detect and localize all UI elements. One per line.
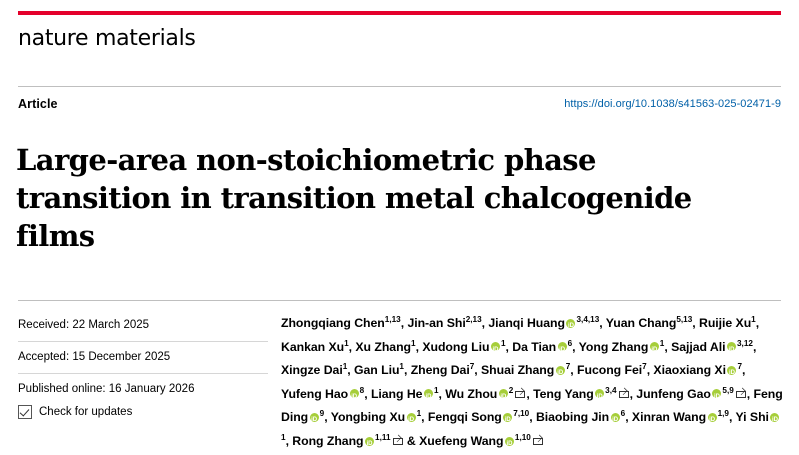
author-affiliation-marker: 1: [433, 385, 439, 395]
header-divider: [18, 86, 781, 87]
author-name: Da Tian: [512, 339, 557, 354]
author-affiliation-marker: 5,9: [722, 385, 734, 395]
author-affiliation-marker: 7: [565, 362, 571, 372]
author-name: Jin-an Shi: [407, 316, 466, 331]
author-affiliation-marker: 1: [659, 338, 665, 348]
author-affiliation-marker: 1: [751, 315, 756, 324]
author-affiliation-marker: 2: [508, 385, 514, 395]
author-affiliation-marker: 7: [737, 362, 743, 372]
author-affiliation-marker: 1: [344, 338, 349, 348]
author-separator: ,: [526, 386, 534, 401]
author-name: Xu Zhang: [355, 339, 412, 354]
envelope-icon[interactable]: [515, 391, 525, 398]
author-separator: ,: [347, 363, 354, 378]
author-name: Junfeng Gao: [636, 386, 711, 401]
author-affiliation-marker: 5,13: [676, 315, 693, 324]
author-affiliation-marker: 7,10: [513, 409, 530, 419]
author-name: Rong Zhang: [292, 434, 364, 449]
author-separator: ,: [599, 316, 606, 331]
orcid-icon[interactable]: [727, 342, 736, 351]
author-separator: ,: [570, 363, 578, 378]
author-affiliation-marker: 1: [342, 362, 348, 372]
author-separator: ,: [625, 410, 632, 425]
author-entry: [422, 340, 512, 354]
author-entry: [445, 387, 533, 401]
check-for-updates-label: Check for updates: [39, 406, 133, 418]
author-entry: [281, 387, 371, 401]
envelope-icon[interactable]: [619, 391, 629, 398]
meta-divider-2: [18, 373, 268, 374]
author-affiliation-marker: 9: [319, 409, 325, 419]
author-separator: ,: [400, 316, 408, 331]
author-entry: [355, 340, 422, 354]
author-entry: [281, 363, 354, 377]
author-name: Xuefeng Wang: [419, 434, 504, 449]
author-name: Feng Ding: [281, 386, 783, 425]
author-affiliation-marker: 1,13: [384, 315, 401, 324]
accepted-date: Accepted: 15 December 2025: [18, 351, 171, 363]
author-name: Zheng Dai: [410, 363, 470, 378]
author-entry: [636, 387, 753, 401]
author-separator: ,: [364, 386, 371, 401]
author-separator: ,: [481, 316, 489, 331]
author-entry: [653, 363, 745, 377]
author-list: [281, 310, 783, 452]
orcid-icon[interactable]: [727, 366, 736, 375]
published-date: Published online: 16 January 2026: [18, 383, 195, 395]
orcid-icon[interactable]: [712, 389, 721, 398]
author-separator: ,: [403, 363, 411, 378]
author-name: Biaobing Jin: [535, 410, 610, 425]
author-separator: ,: [755, 316, 760, 331]
author-entry: [606, 316, 699, 330]
author-separator: ,: [285, 434, 293, 449]
author-entry: [281, 316, 407, 330]
author-affiliation-marker: 1,11: [375, 432, 391, 442]
envelope-icon[interactable]: [533, 438, 543, 445]
author-separator: ,: [505, 339, 513, 354]
author-affiliation-marker: 3,12: [737, 338, 753, 348]
author-entry: [481, 363, 577, 377]
author-separator: ,: [529, 410, 536, 425]
author-separator: ,: [752, 339, 757, 354]
author-separator: ,: [728, 410, 736, 425]
author-name: Gan Liu: [353, 363, 400, 378]
author-separator: ,: [746, 386, 754, 401]
author-entry: [536, 410, 632, 424]
author-name: Fengqi Song: [427, 410, 502, 425]
author-separator: ,: [324, 410, 331, 425]
publication-dates: [18, 312, 268, 402]
author-entry: [428, 410, 536, 424]
author-affiliation-marker: 1,10: [514, 432, 531, 442]
author-entry: [292, 434, 419, 448]
orcid-icon[interactable]: [499, 389, 508, 398]
author-name: Xiaoxiang Xi: [653, 363, 726, 378]
author-separator: ,: [742, 363, 746, 378]
author-affiliation-marker: 8: [359, 385, 365, 395]
author-affiliation-marker: 3,4: [605, 385, 617, 395]
orcid-icon[interactable]: [505, 437, 514, 446]
author-affiliation-marker: 1: [399, 362, 404, 372]
envelope-icon[interactable]: [393, 438, 403, 445]
author-name: Jianqi Huang: [488, 316, 565, 331]
author-name: Yong Zhang: [578, 339, 649, 354]
author-entry: [488, 316, 605, 330]
orcid-icon[interactable]: [424, 389, 433, 398]
author-name: Shuai Zhang: [481, 363, 555, 378]
author-entry: [632, 410, 736, 424]
author-affiliation-marker: 1: [500, 338, 506, 348]
author-separator: ,: [474, 363, 481, 378]
orcid-icon[interactable]: [708, 413, 717, 422]
author-entry: [577, 363, 653, 377]
author-affiliation-marker: 1: [411, 338, 416, 348]
orcid-icon[interactable]: [611, 413, 620, 422]
author-affiliation-marker: 7: [642, 362, 647, 372]
author-entry: [331, 410, 428, 424]
author-affiliation-marker: 1: [281, 432, 286, 442]
title-divider: [18, 300, 781, 301]
check-for-updates-button[interactable]: [18, 405, 132, 419]
author-name: Xingze Dai: [281, 363, 343, 378]
journal-name: nature materials: [18, 26, 196, 51]
author-name: Yuan Chang: [605, 316, 677, 331]
author-affiliation-marker: 3,4,13: [576, 315, 600, 324]
author-entry: [371, 387, 445, 401]
orcid-icon[interactable]: [365, 437, 374, 446]
author-affiliation-marker: 7: [469, 362, 475, 372]
envelope-icon[interactable]: [736, 391, 746, 398]
author-entry: [671, 340, 756, 354]
author-separator: ,: [348, 339, 356, 354]
author-name: Yongbing Xu: [330, 410, 406, 425]
author-separator: ,: [438, 386, 446, 401]
orcid-icon[interactable]: [566, 319, 575, 328]
orcid-icon[interactable]: [350, 389, 359, 398]
author-separator: ,: [415, 339, 423, 354]
author-name: Xudong Liu: [422, 339, 490, 354]
author-entry: [354, 363, 411, 377]
orcid-icon[interactable]: [310, 413, 319, 422]
author-entry: [699, 316, 759, 330]
article-type-label: Article: [18, 97, 58, 111]
orcid-icon[interactable]: [650, 342, 659, 351]
author-name: Yi Shi: [735, 410, 769, 425]
author-separator: ,: [664, 339, 672, 354]
page-title: Large-area non-stoichiometric phase transition in transition metal chalcogenide films: [16, 143, 692, 254]
author-affiliation-marker: 6: [567, 338, 573, 348]
author-affiliation-marker: 1,9: [717, 409, 729, 419]
meta-divider-1: [18, 341, 268, 342]
author-name: Liang He: [370, 386, 423, 401]
author-name: Teng Yang: [533, 386, 594, 401]
checkbox-check-icon: [18, 405, 32, 419]
author-name: Kankan Xu: [281, 339, 345, 354]
brand-rule: [18, 11, 781, 15]
author-name: Fucong Fei: [577, 363, 643, 378]
orcid-icon[interactable]: [595, 389, 604, 398]
orcid-icon[interactable]: [407, 413, 416, 422]
author-entry: [512, 340, 578, 354]
author-separator: ,: [421, 410, 428, 425]
author-separator: ,: [646, 363, 654, 378]
author-entry: [579, 340, 671, 354]
author-name: Sajjad Ali: [671, 339, 726, 354]
orcid-icon[interactable]: [491, 342, 500, 351]
author-entry: [281, 340, 355, 354]
orcid-icon[interactable]: [770, 413, 779, 422]
author-affiliation-marker: 6: [620, 409, 626, 419]
author-separator: ,: [572, 339, 579, 354]
orcid-icon[interactable]: [503, 413, 512, 422]
orcid-icon[interactable]: [556, 366, 565, 375]
author-separator: ,: [629, 386, 637, 401]
author-name: Ruijie Xu: [699, 316, 752, 331]
author-entry: [407, 316, 488, 330]
orcid-icon[interactable]: [558, 342, 567, 351]
received-date: Received: 22 March 2025: [18, 319, 150, 331]
author-affiliation-marker: 1: [416, 409, 422, 419]
doi-link[interactable]: https://doi.org/10.1038/s41563-025-02471-9: [564, 98, 781, 110]
author-entry: [419, 434, 544, 448]
author-entry: [533, 387, 636, 401]
author-name: Yufeng Hao: [281, 386, 349, 401]
author-name: Wu Zhou: [445, 386, 498, 401]
author-affiliation-marker: 2,13: [465, 315, 482, 324]
author-name: Zhongqiang Chen: [281, 316, 385, 331]
author-separator: &: [403, 434, 420, 449]
author-separator: ,: [692, 316, 699, 331]
author-entry: [411, 363, 481, 377]
author-name: Xinran Wang: [631, 410, 707, 425]
